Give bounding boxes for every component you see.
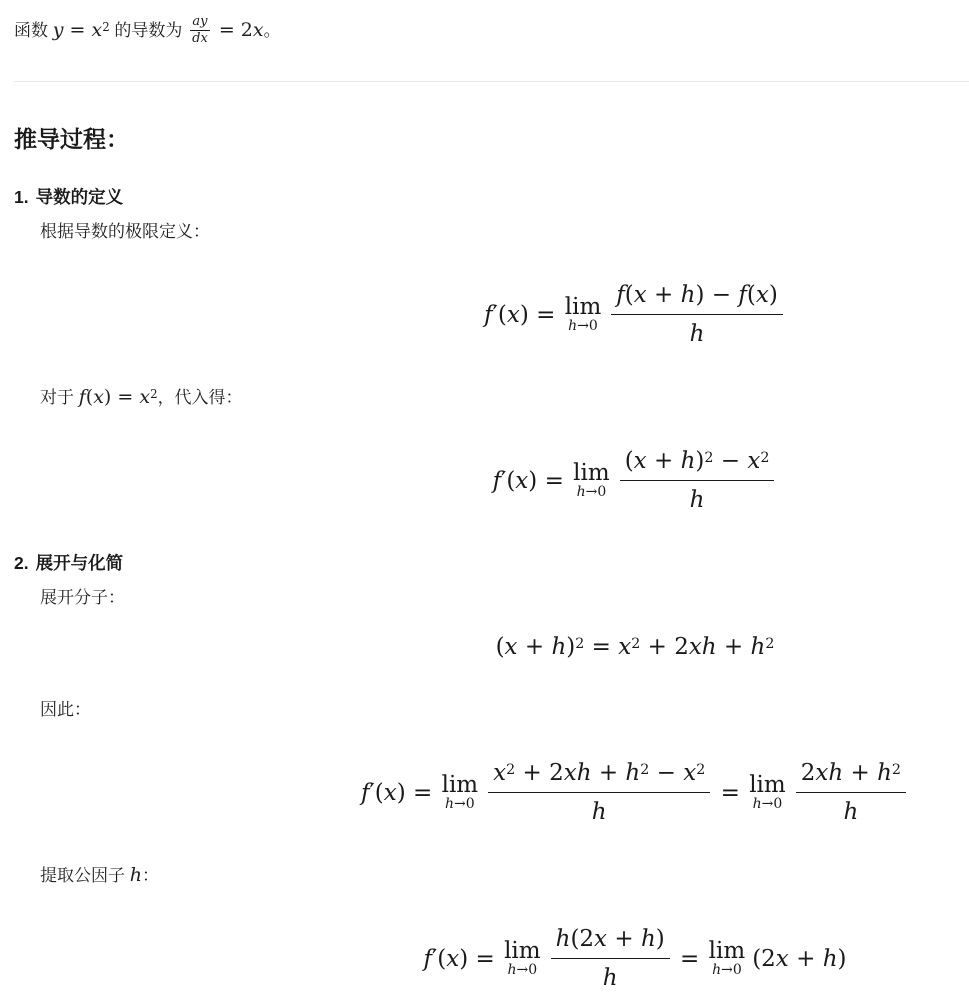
limit-operator [504,937,541,978]
fraction-numerator: h(2x + h) [555,926,665,952]
step-2-title [14,550,955,576]
math-fraction [620,445,775,516]
step-1-title [14,184,955,210]
fraction-denominator: h [602,965,618,991]
limit-operator [573,459,610,500]
math-run: = [713,779,748,806]
paragraph-factor-h [40,862,955,889]
paragraph-therefore [40,697,955,723]
limit-subscript: h→0 [576,483,607,500]
limit-word: lim [504,937,541,964]
math-run: $y = x^2$ [52,19,110,41]
limit-subscript: h→0 [568,317,598,334]
fraction-numerator: $2xh + h^2$ [800,760,901,786]
math-fraction [611,279,783,350]
step-title-text: 导数的定义 [35,187,124,207]
paragraph-definition-intro [40,219,955,245]
limit-subscript: h→0 [752,795,783,812]
formula-substituted [14,445,969,516]
math-run: $(x + h)^2 = x^2 + 2xh + h^2$ [495,634,775,660]
math-run: $f(x) = x^2$ [78,386,158,408]
limit-subscript: h→0 [507,961,538,978]
text-run: 的导数为 [109,21,188,40]
fraction-denominator: h [689,321,705,347]
limit-word: lim [573,459,610,486]
text-run: 因此： [40,700,91,719]
limit-word: lim [564,293,602,320]
limit-operator [749,771,786,812]
paragraph-expand-numerator [40,585,955,611]
text-run: ，代入得： [157,388,243,407]
text-run: 提取公因子 [40,866,130,885]
limit-word: lim [708,937,746,964]
math-run: f′(x) = [484,301,563,328]
text-run: 展开分子： [40,588,125,607]
math-run: f′(x) = [361,779,440,806]
fraction-denominator: dx [192,31,208,47]
fraction-numerator: ay [192,14,208,30]
limit-operator [441,771,479,812]
step-2 [14,550,955,994]
text-run: 。 [263,21,281,40]
step-1 [14,184,955,516]
math-fraction [551,923,670,994]
math-run: (2x + h) [752,945,847,972]
formula-derivative-definition [14,279,969,350]
paragraph-substitute [40,384,955,411]
fraction-numerator: $(x + h)^2 - x^2$ [624,448,770,474]
formula-factored [14,923,969,994]
step-number: 2. [14,553,29,573]
fraction-numerator: $x^2 + 2xh + h^2 - x^2$ [493,760,706,786]
fraction-numerator: f(x + h) − f(x) [616,282,778,308]
limit-word: lim [441,771,479,798]
page-title: 推导过程： [14,126,129,152]
text-run: 根据导数的极限定义： [40,222,210,241]
math-run: f′(x) = [423,945,503,972]
fraction-denominator: h [843,799,859,825]
math-run: = [672,945,707,972]
text-run: 对于 [40,388,79,407]
fraction-denominator: h [591,799,607,825]
fraction-denominator: h [689,487,705,513]
intro-statement [14,10,955,51]
math-fraction [488,757,710,828]
math-run: f′(x) = [492,467,572,494]
formula-expansion [14,631,969,663]
section-divider [14,81,969,82]
step-number: 1. [14,187,29,207]
math-run: h [129,864,142,886]
limit-word: lim [749,771,786,798]
limit-operator [564,293,602,334]
limit-subscript: h→0 [712,961,742,978]
step-title-text: 展开与化简 [35,553,124,573]
math-fraction [796,757,906,828]
math-fraction [190,15,210,46]
text-run: ： [141,866,159,885]
limit-operator [708,937,746,978]
limit-subscript: h→0 [445,795,475,812]
formula-simplified [14,757,969,828]
math-run: = 2x [212,19,264,41]
text-run: 函数 [14,21,53,40]
